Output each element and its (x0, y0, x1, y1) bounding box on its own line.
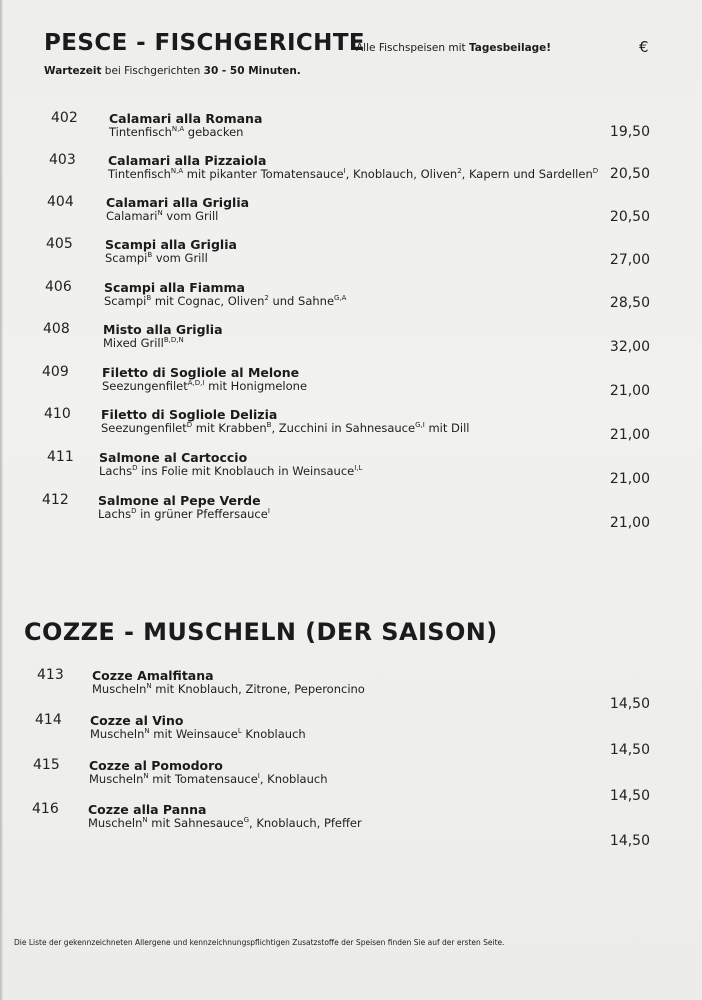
item-price: 19,50 (609, 124, 650, 140)
menu-item-row (0, 152, 702, 192)
allergen-code: I,L (354, 464, 363, 473)
item-number: 410 (44, 406, 71, 422)
allergen-code: I (267, 507, 270, 516)
item-number: 416 (32, 801, 59, 817)
description-text: mit Weinsauce (149, 727, 238, 741)
description-text: Muscheln (92, 682, 147, 696)
menu-item-row (0, 364, 702, 404)
allergen-code: N,A (171, 125, 185, 134)
allergen-code: N (144, 727, 150, 736)
item-number: 414 (35, 712, 62, 728)
allergen-code: I (257, 772, 260, 781)
item-number: 415 (33, 757, 60, 773)
description-text: Seezungenfilet (101, 421, 187, 435)
item-price: 21,00 (609, 383, 650, 399)
menu-item-row (0, 757, 702, 804)
allergen-code: A,D,I (187, 379, 205, 388)
item-name: Cozze al Vino (90, 713, 184, 728)
description-text: mit Knoblauch, Zitrone, Peperoncino (151, 682, 365, 696)
menu-item-row (0, 110, 702, 150)
allergen-code: G,A (334, 294, 347, 303)
allergen-code: N (157, 209, 163, 218)
description-text: Seezungenfilet (102, 379, 188, 393)
item-price: 20,50 (609, 166, 650, 182)
item-price: 20,50 (609, 209, 650, 225)
menu-item-row (0, 667, 702, 712)
description-text: Calamari (106, 209, 158, 223)
item-description (104, 294, 346, 308)
waiting-time-label: Wartezeit (44, 65, 102, 77)
allergen-code: N (143, 772, 149, 781)
description-text: , Knoblauch (259, 772, 328, 786)
description-text: Knoblauch (241, 727, 306, 741)
allergen-code: I (343, 167, 346, 176)
menu-item-row (0, 492, 702, 532)
fish-section-title: PESCE - FISCHGERICHTE (44, 30, 366, 56)
item-price: 32,00 (609, 339, 650, 355)
item-number: 408 (43, 321, 70, 337)
allergen-code: B,D,N (163, 336, 184, 345)
item-number: 403 (49, 152, 76, 168)
description-text: Lachs (99, 464, 133, 478)
allergen-code: N (146, 682, 152, 691)
allergen-code: N (142, 816, 148, 825)
description-text: in grüner Pfeffersauce (136, 507, 268, 521)
item-number: 411 (47, 449, 74, 465)
item-name: Salmone al Cartoccio (99, 450, 248, 465)
item-number: 409 (42, 364, 69, 380)
item-price: 27,00 (609, 252, 650, 268)
menu-item-row (0, 236, 702, 276)
item-description (99, 464, 362, 478)
item-description (102, 379, 307, 393)
allergen-code: 2 (264, 294, 269, 303)
allergen-code: B (146, 294, 152, 303)
description-text: vom Grill (162, 209, 219, 223)
item-number: 413 (37, 667, 64, 683)
description-text: und Sahne (268, 294, 335, 308)
waiting-time-value: 30 - 50 Minuten. (203, 65, 301, 77)
description-text: Scampi (105, 251, 148, 265)
side-dish-note-text: Alle Fischspeisen mit (356, 42, 469, 54)
waiting-time-note (44, 65, 301, 77)
description-text: mit Cognac, Oliven (151, 294, 265, 308)
item-number: 406 (45, 279, 72, 295)
description-text: Mixed Grill (103, 336, 164, 350)
item-description (105, 251, 208, 265)
item-name: Filetto di Sogliole Delizia (101, 407, 278, 422)
description-text: Tintenfisch (108, 167, 171, 181)
item-name: Calamari alla Griglia (106, 195, 250, 210)
item-number: 402 (51, 110, 78, 126)
item-name: Calamari alla Pizzaiola (108, 153, 267, 168)
description-text: mit Dill (424, 421, 470, 435)
item-price: 21,00 (609, 471, 650, 487)
item-description (101, 421, 469, 435)
item-price: 21,00 (609, 427, 650, 443)
item-price: 14,50 (609, 696, 650, 712)
item-name: Scampi alla Griglia (105, 237, 237, 252)
description-text: Muscheln (90, 727, 145, 741)
item-name: Misto alla Griglia (103, 322, 223, 337)
item-description (90, 727, 306, 741)
allergen-code: D (131, 507, 137, 516)
allergen-code: 2 (457, 167, 462, 176)
item-description (92, 682, 365, 696)
item-number: 405 (46, 236, 73, 252)
description-text: Muscheln (89, 772, 144, 786)
item-name: Filetto di Sogliole al Melone (102, 365, 300, 380)
item-name: Calamari alla Romana (109, 111, 263, 126)
menu-item-row (0, 712, 702, 758)
item-name: Salmone al Pepe Verde (98, 493, 261, 508)
menu-item-row (0, 194, 702, 234)
item-price: 28,50 (609, 295, 650, 311)
allergen-code: D (132, 464, 138, 473)
allergen-code: G,I (415, 421, 425, 430)
menu-item-row (0, 406, 702, 446)
description-text: , Kapern und Sardellen (461, 167, 593, 181)
description-text: mit Honigmelone (204, 379, 308, 393)
allergen-code: D (592, 167, 599, 176)
description-text: Scampi (104, 294, 147, 308)
currency-symbol: € (639, 38, 649, 56)
item-price: 14,50 (609, 833, 650, 849)
item-description (109, 125, 243, 139)
menu-item-row (0, 321, 702, 361)
item-description (98, 507, 270, 521)
menu-item-row (0, 449, 702, 489)
item-description (103, 336, 184, 350)
allergen-code: L (237, 727, 242, 736)
item-name: Cozze alla Panna (88, 802, 207, 817)
item-number: 404 (47, 194, 74, 210)
mussels-section-title: COZZE - MUSCHELN (DER SAISON) (24, 618, 498, 646)
item-name: Cozze Amalfitana (92, 668, 214, 683)
item-name: Scampi alla Fiamma (104, 280, 245, 295)
description-text: , Knoblauch, Pfeffer (249, 816, 362, 830)
item-description (88, 816, 362, 830)
description-text: , Zucchini in Sahnesauce (271, 421, 416, 435)
allergen-footer-note: Die Liste der gekennzeichneten Allergene und kennzeichnungspflichtigen Zusatzstoffe der Speisen finden Sie auf der ersten Seite. (14, 938, 505, 947)
description-text: mit Krabben (192, 421, 267, 435)
menu-item-row (0, 279, 702, 319)
description-text: , Knoblauch, Oliven (345, 167, 458, 181)
allergen-code: G (243, 816, 250, 825)
description-text: Muscheln (88, 816, 143, 830)
side-dish-note-bold: Tagesbeilage! (468, 42, 552, 54)
waiting-time-text: bei Fischgerichten (101, 65, 204, 77)
description-text: mit pikanter Tomatensauce (183, 167, 344, 181)
description-text: ins Folie mit Knoblauch in Weinsauce (137, 464, 355, 478)
item-price: 14,50 (609, 788, 650, 804)
item-price: 14,50 (609, 742, 650, 758)
description-text: vom Grill (152, 251, 208, 265)
item-description (106, 209, 218, 223)
allergen-code: N,A (170, 167, 184, 176)
item-description (89, 772, 328, 786)
item-name: Cozze al Pomodoro (89, 758, 223, 773)
allergen-code: B (266, 421, 272, 430)
description-text: mit Sahnesauce (147, 816, 244, 830)
description-text: Tintenfisch (109, 125, 172, 139)
item-price: 21,00 (609, 515, 650, 531)
item-number: 412 (42, 492, 69, 508)
description-text: mit Tomatensauce (148, 772, 258, 786)
side-dish-note (356, 42, 551, 54)
allergen-code: B (147, 251, 153, 260)
menu-item-row (0, 801, 702, 849)
item-description (108, 167, 598, 181)
allergen-code: D (186, 421, 193, 430)
description-text: gebacken (184, 125, 244, 139)
description-text: Lachs (98, 507, 132, 521)
